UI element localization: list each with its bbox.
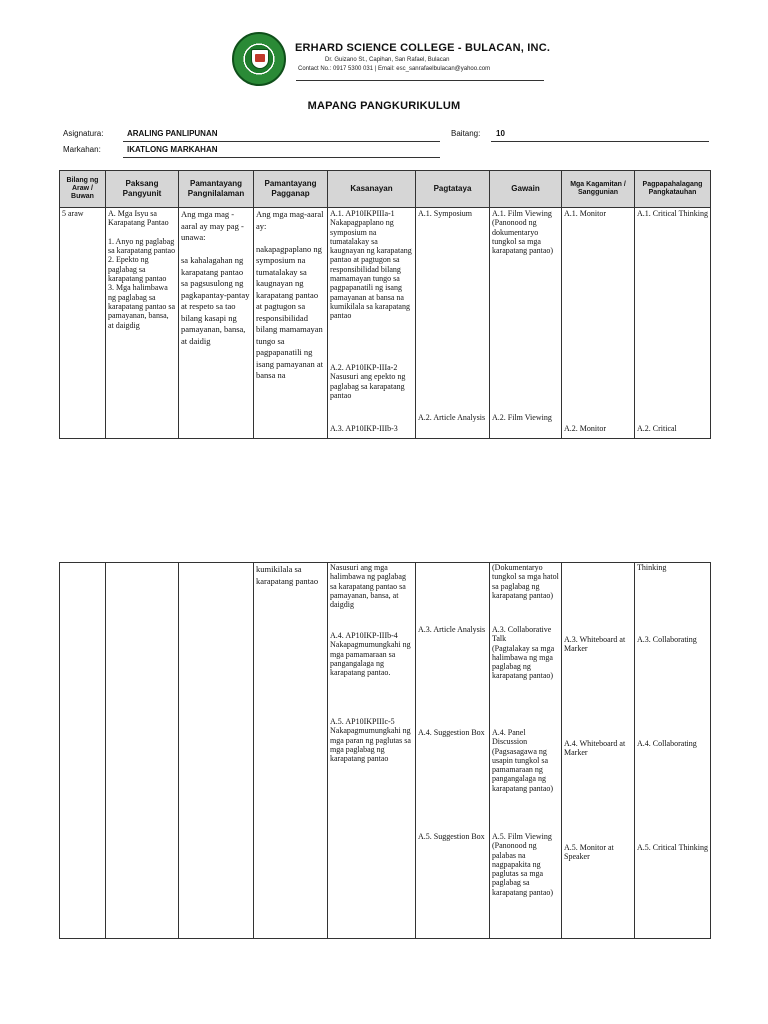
school-address: Dr. Guizano St., Capihan, San Rafael, Bulacan [325, 57, 450, 63]
kasanayan-a2: A.2. AP10IKP-IIIa-2 Nasusuri ang epekto ng paglabag sa karapatang pantao [330, 363, 406, 400]
nilalaman-cell: Ang mga mag - aaral ay may pag - unawa: sa kahalagahan ng karapatang pantao sa pagsusulong ng pagkapantay-pantay at respeto sa tao bilang kasapi ng pamayanan, bansa, at daidig [179, 208, 254, 439]
document-title: MAPANG PANGKURIKULUM [307, 100, 461, 112]
pagtataya-a4: A.4. Suggestion Box [418, 728, 485, 737]
markahan-underline [123, 157, 440, 158]
col-header-nilalaman: Pamantayang Pangnilalaman [179, 171, 254, 208]
pagpapahalaga-a4: A.4. Collaborating [637, 739, 697, 748]
pagtataya-a3: A.3. Article Analysis [418, 625, 486, 634]
paksa-cell: A. Mga Isyu sa Karapatang Pantao 1. Anyo ng paglabag sa karapatang pantao 2. Epekto ng paglabag sa karapatang pantao 3. Mga halimbawa ng paglabag sa karapatang pantao sa pamayanan, bansa, at daigdig [106, 208, 179, 439]
curriculum-table-page2 [59, 562, 711, 939]
pagganap-cell: Ang mga mag-aaral ay: nakapagpaplano ng symposium na tumatalakay sa kaugnayan ng karapatang pantao at pagtugon sa responsibilidad bilang mamamayan tungo sa pagpapanatili ng isang pamayanan at bansa na [254, 208, 328, 439]
baitang-underline [491, 141, 709, 142]
pagtataya-a1: A.1. Symposium [418, 209, 473, 218]
asignatura-underline [123, 141, 440, 142]
pagtataya-cell [416, 563, 490, 939]
col-header-pagganap: Pamantayang Pagganap [254, 171, 328, 208]
kasanayan-a3-cont: Nasusuri ang mga halimbawa ng paglabag sa karapatang pantao sa pamayanan, bansa, at daigdig [330, 563, 406, 610]
col-header-pagtataya: Pagtataya [416, 171, 490, 208]
school-name: ERHARD SCIENCE COLLEGE - BULACAN, INC. [295, 42, 551, 54]
kagamitan-a4: A.4. Whiteboard at Marker [564, 739, 626, 758]
kagamitan-a5: A.5. Monitor at Speaker [564, 843, 614, 862]
asignatura-value: ARALING PANLIPUNAN [127, 129, 218, 138]
gawain-a3: A.3. Collaborative Talk (Pagtalakay sa mga halimbawa ng mga paglabag ng karapatang pantao) [492, 625, 555, 681]
pagtataya-a2: A.2. Article Analysis [418, 413, 486, 422]
pagpapahalaga-a5: A.5. Critical Thinking [637, 843, 708, 852]
markahan-label: Markahan: [63, 145, 101, 154]
araw-cell [60, 563, 106, 939]
asignatura-label: Asignatura: [63, 129, 104, 138]
pagpapahalaga-a3: A.3. Collaborating [637, 635, 697, 644]
table-row [60, 563, 711, 939]
gawain-a2-cont: (Dokumentaryo tungkol sa mga hatol sa paglabag ng karapatang pantao) [492, 563, 559, 600]
col-header-pagpapahalaga: Pagpapahalagang Pangkatauhan [635, 171, 711, 208]
school-logo [232, 32, 286, 86]
pagpapahalaga-cell [635, 208, 711, 439]
pagtataya-cell [416, 208, 490, 439]
gawain-cell [490, 208, 562, 439]
shield-icon [251, 49, 269, 69]
gawain-cell [490, 563, 562, 939]
pagpapahalaga-a2-cont: Thinking [637, 563, 667, 572]
kagamitan-cell [562, 563, 635, 939]
gawain-a2: A.2. Film Viewing [492, 413, 552, 422]
kagamitan-a1: A.1. Monitor [564, 209, 606, 218]
col-header-paksa: Paksang Pangyunit [106, 171, 179, 208]
paksa-cell [106, 563, 179, 939]
pagpapahalaga-a1: A.1. Critical Thinking [637, 209, 708, 218]
kasanayan-a3: A.3. AP10IKP-IIIb-3 [330, 424, 398, 433]
pagganap-cell: kumikilala sa karapatang pantao [254, 563, 328, 939]
gawain-a5: A.5. Film Viewing (Panonood ng palabas na nagpapakita ng paglutas sa mga paglabag sa karapatang pantao) [492, 832, 554, 897]
curriculum-table-page1 [59, 170, 711, 439]
kasanayan-cell [328, 208, 416, 439]
araw-cell: 5 araw [60, 208, 106, 439]
col-header-kasanayan: Kasanayan [328, 171, 416, 208]
header-divider [296, 80, 544, 81]
gawain-a4: A.4. Panel Discussion (Pagsasagawa ng usapin tungkol sa pamamaraan ng pangangalaga ng karapatang pantao) [492, 728, 554, 793]
kagamitan-a2: A.2. Monitor [564, 424, 606, 433]
kasanayan-a5: A.5. AP10IKPIIIc-5 Nakapagmumungkahi ng mga paran ng paglutas sa mga paglabag ng karapatang pantao [330, 717, 411, 764]
pagtataya-a5: A.5. Suggestion Box [418, 832, 485, 841]
col-header-kagamitan: Mga Kagamitan / Sanggunian [562, 171, 635, 208]
pagpapahalaga-cell [635, 563, 711, 939]
baitang-label: Baitang: [451, 129, 481, 138]
kasanayan-a1: A.1. AP10IKPIIIa-1 Nakapagpaplano ng symposium na tumatalakay sa kaugnayan ng karapatang pantao at pagtugon sa responsibilidad bilang mamamayan tungo sa pagpapanatili ng isang pamayanan at bansa na kumikilala sa karapatang pantao [330, 209, 412, 321]
col-header-araw: Bilang ng Araw / Buwan [60, 171, 106, 208]
baitang-value: 10 [496, 129, 505, 138]
kasanayan-a4: A.4. AP10IKP-IIIb-4 Nakapagmumungkahi ng mga pamamaraan sa pangangalaga ng karapatang pantao. [330, 631, 411, 678]
nilalaman-cell [179, 563, 254, 939]
kagamitan-cell [562, 208, 635, 439]
kagamitan-a3: A.3. Whiteboard at Marker [564, 635, 626, 654]
pagpapahalaga-a2: A.2. Critical [637, 424, 677, 433]
kasanayan-cell [328, 563, 416, 939]
table-row [60, 208, 711, 439]
school-contact: Contact No.: 0917 5300 031 | Email: esc_sanrafaelbulacan@yahoo.com [298, 66, 491, 72]
gawain-a1: A.1. Film Viewing (Panonood ng dokumentaryo tungkol sa mga karapatang pantao) [492, 209, 554, 256]
markahan-value: IKATLONG MARKAHAN [127, 145, 218, 154]
col-header-gawain: Gawain [490, 171, 562, 208]
